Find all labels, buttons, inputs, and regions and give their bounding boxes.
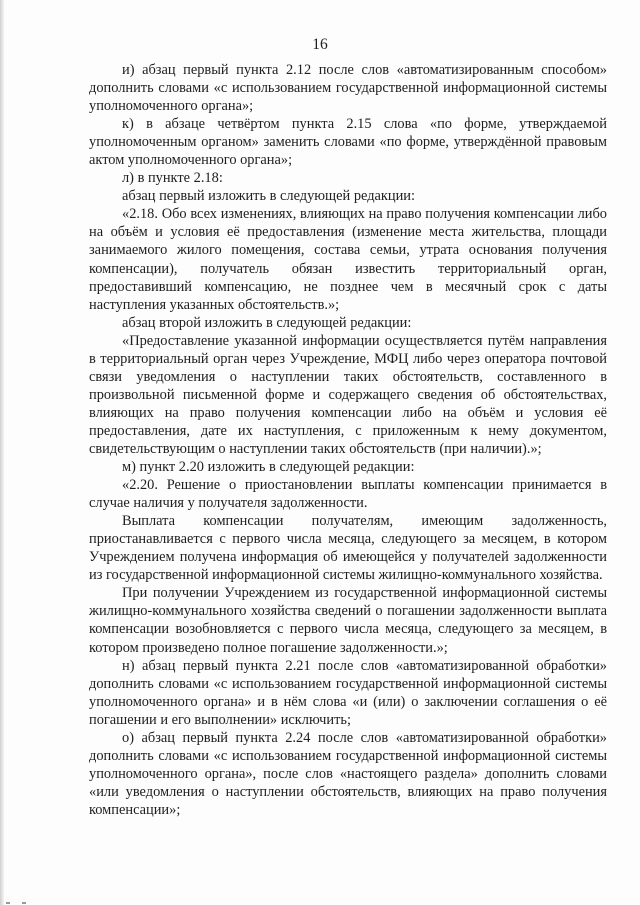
scan-bottom-marks [0,901,640,905]
paragraph-o: о) абзац первый пункта 2.24 после слов «автоматизированной обработки» дополнить словами «с использованием государственной информационной системы уполномоченного органа», после слов «настоящего раздела» дополнить словами «или уведомления о наступлении обстоятельств, влияющих на право получения компенсации»; [89,729,607,818]
paragraph-n: н) абзац первый пункта 2.21 после слов «автоматизированной обработки» дополнить словами «с использованием государственной информационной системы уполномоченного органа» и в нём слова «и (или) о заключении соглашения о её погашении и его выполнении» исключить; [89,657,607,728]
paragraph-l: л) в пункте 2.18: [122,170,223,187]
scan-edge [0,0,4,905]
paragraph-l-first-intro: абзац первый изложить в следующей редакции: [122,188,416,205]
paragraph-payment-suspension: Выплата компенсации получателям, имеющим задолженность, приостанавливается с первого числа месяца, следующего за месяцем, в котором Учреждением получена информация об имеющейся у получателей задолженности из государственной информационной системы жилищно-коммунального хозяйства. [89,513,607,584]
scan-mark [22,902,26,904]
paragraph-2-18-quote: «2.18. Обо всех изменениях, влияющих на право получения компенсации либо на объём и условия её предоставления (изменение места жительства, площади занимаемого жилого помещения, состава семьи, утрата основания получения компенсации), получатель обязан известить территориальный орган, предоставивший компенсацию, не позднее чем в месячный срок с даты наступления указанных обстоятельств.»; [89,206,607,313]
paragraph-i: и) абзац первый пункта 2.12 после слов «автоматизированным способом» дополнить словами «с использованием государственной информационной системы уполномоченного органа»; [89,62,607,115]
paragraph-2-20-quote: «2.20. Решение о приостановлении выплаты компенсации принимается в случае наличия у получателя задолженности. [89,477,607,512]
paragraph-information-quote: «Предоставление указанной информации осуществляется путём направления в территориальный орган через Учреждение, МФЦ либо через оператора почтовой связи уведомления о наступлении таких обстоятельств, составленного в произвольной письменной форме и содержащего сведения об обстоятельствах, влияющих на право получения компенсации либо на объём и условия её предоставления, дате их наступления, с приложенным к нему документом, свидетельствующим о наступлении таких обстоятельств (при наличии).»; [89,332,607,457]
document-body [89,61,607,819]
page-number: 16 [312,36,328,53]
paragraph-payment-resumption: При получении Учреждением из государственной информационной системы жилищно-коммунального хозяйства сведений о погашении задолженности выплата компенсации возобновляется с первого числа месяца, следующего за месяцем, в котором произведено полное погашение задолженности.»; [89,585,607,656]
paragraph-k: к) в абзаце четвёртом пункта 2.15 слова «по форме, утверждаемой уполномоченным органом» заменить словами «по форме, утверждённой правовым актом уполномоченного органа»; [89,116,607,169]
paragraph-m: м) пункт 2.20 изложить в следующей редакции: [122,459,415,476]
paragraph-l-second-intro: абзац второй изложить в следующей редакции: [122,314,412,331]
scan-mark [6,902,10,904]
